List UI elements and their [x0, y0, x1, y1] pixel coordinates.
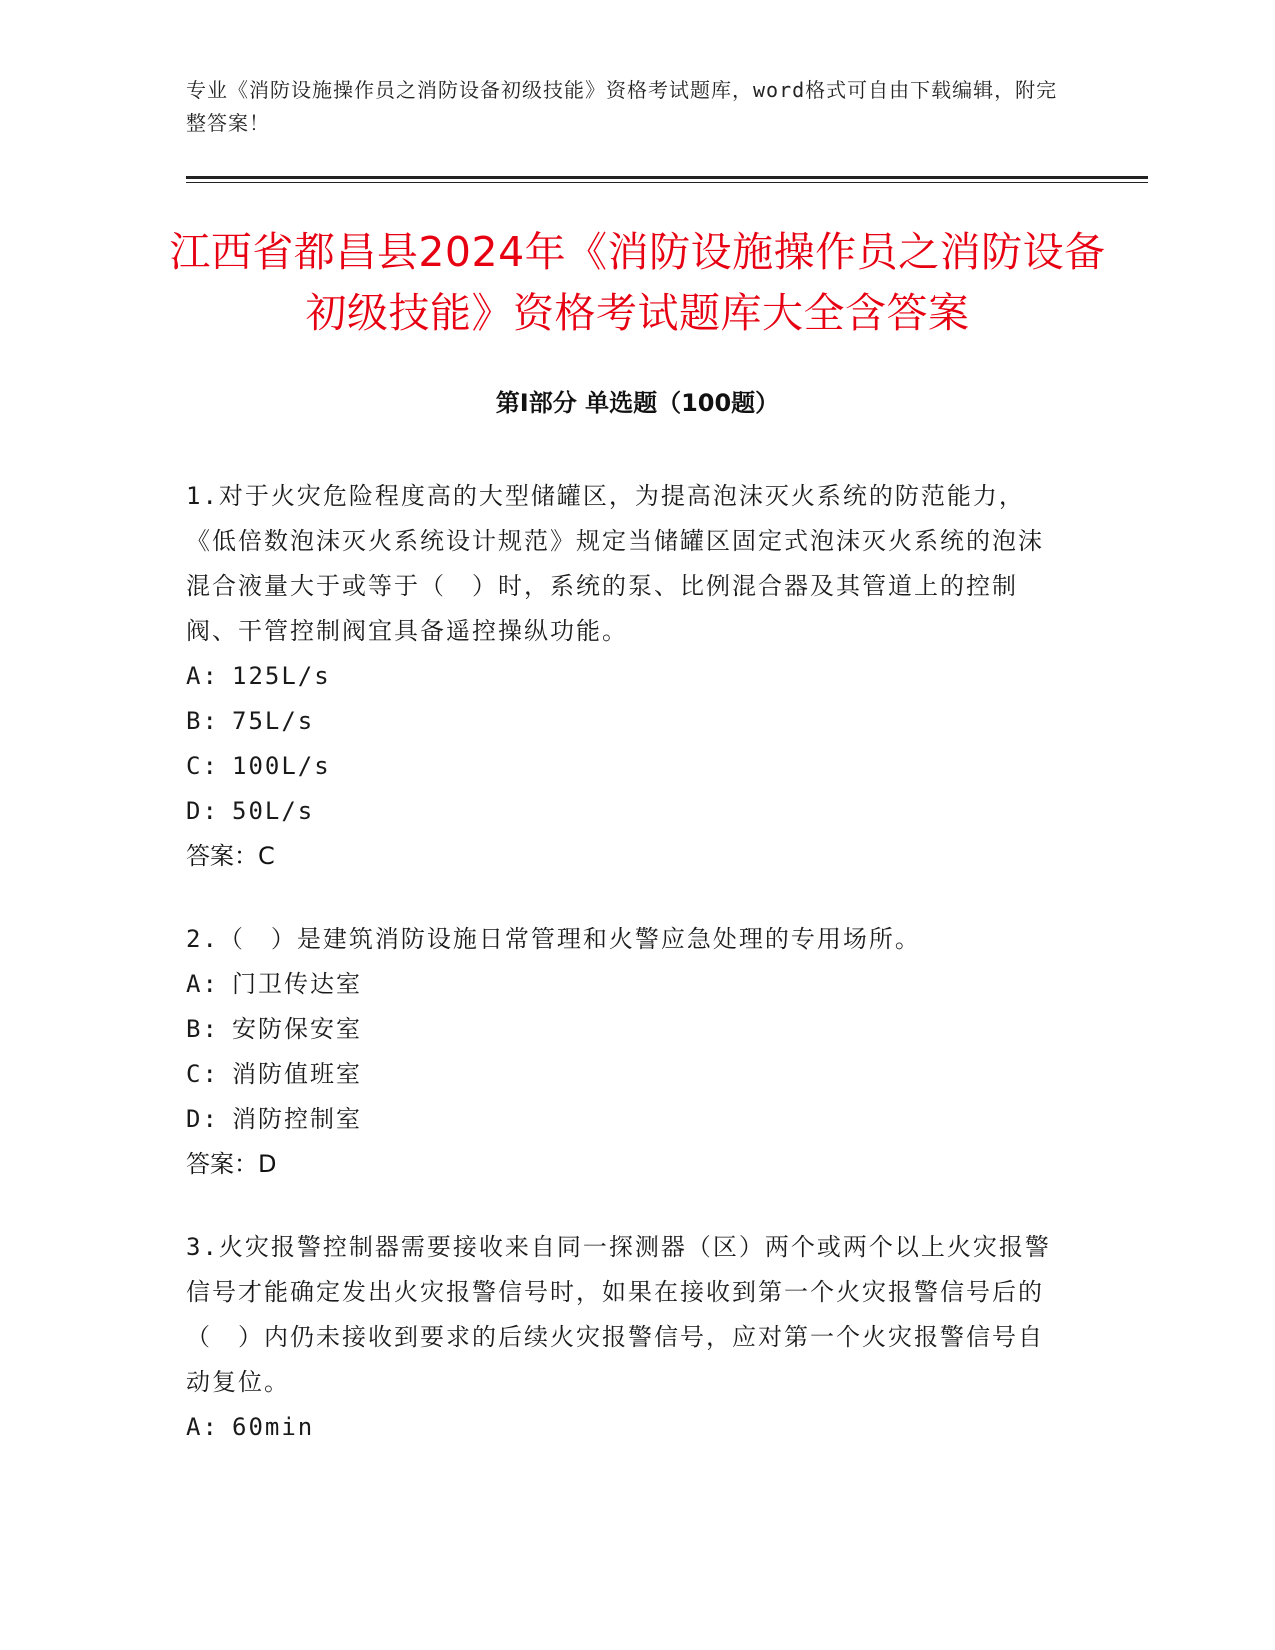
- question-1-option-c: [186, 744, 1056, 789]
- question-3-text: 3.火灾报警控制器需要接收来自同一探测器（区）两个或两个以上火灾报警信号才能确定发出火灾报警信号时，如果在接收到第一个火灾报警信号后的（ ）内仍未接收到要求的后续火灾报警信号，应对第一个火灾报警信号自动复位。: [186, 1233, 1051, 1396]
- question-1: [186, 474, 1056, 879]
- option-letter: A:: [186, 1413, 219, 1441]
- option-text: 消防控制室: [232, 1105, 362, 1133]
- header-rule-thin: [186, 182, 1148, 183]
- question-2-option-c: [186, 1052, 1056, 1097]
- option-text: 消防值班室: [232, 1060, 362, 1088]
- section-title: 第Ⅰ部分 单选题（100题）: [495, 389, 780, 417]
- question-2-text: 2.（ ）是建筑消防设施日常管理和火警应急处理的专用场所。: [186, 925, 921, 953]
- option-letter: B:: [186, 707, 219, 735]
- question-list: [186, 474, 1056, 1488]
- header-rule-thick: [186, 176, 1148, 179]
- option-text: 75L/s: [232, 707, 315, 735]
- option-letter: D:: [186, 797, 219, 825]
- option-letter: A:: [186, 662, 219, 690]
- header-note: 专业《消防设施操作员之消防设备初级技能》资格考试题库，word格式可自由下载编辑，附完整答案！: [186, 78, 1058, 135]
- question-2-option-d: [186, 1097, 1056, 1142]
- question-2: [186, 917, 1056, 1187]
- option-letter: B:: [186, 1015, 219, 1043]
- question-3: [186, 1225, 1056, 1450]
- option-letter: D:: [186, 1105, 219, 1133]
- question-2-option-a: [186, 962, 1056, 1007]
- question-1-answer: 答案：C: [186, 842, 275, 870]
- option-letter: C:: [186, 1060, 219, 1088]
- question-1-option-d: [186, 789, 1056, 834]
- option-text: 安防保安室: [232, 1015, 362, 1043]
- question-1-option-b: [186, 699, 1056, 744]
- option-letter: C:: [186, 752, 219, 780]
- question-3-option-a: [186, 1405, 1056, 1450]
- option-letter: A:: [186, 970, 219, 998]
- question-2-option-b: [186, 1007, 1056, 1052]
- option-text: 50L/s: [232, 797, 315, 825]
- option-text: 100L/s: [232, 752, 331, 780]
- document-title: 江西省都昌县2024年《消防设施操作员之消防设备初级技能》资格考试题库大全含答案: [169, 228, 1106, 337]
- option-text: 门卫传达室: [232, 970, 362, 998]
- option-text: 60min: [232, 1413, 315, 1441]
- question-2-answer: 答案：D: [186, 1150, 277, 1178]
- question-1-text: 1.对于火灾危险程度高的大型储罐区，为提高泡沫灭火系统的防范能力，《低倍数泡沫灭火系统设计规范》规定当储罐区固定式泡沫灭火系统的泡沫混合液量大于或等于（ ）时，系统的泵、比例混合器及其管道上的控制阀、干管控制阀宜具备遥控操纵功能。: [186, 482, 1044, 645]
- question-1-option-a: [186, 654, 1056, 699]
- option-text: 125L/s: [232, 662, 331, 690]
